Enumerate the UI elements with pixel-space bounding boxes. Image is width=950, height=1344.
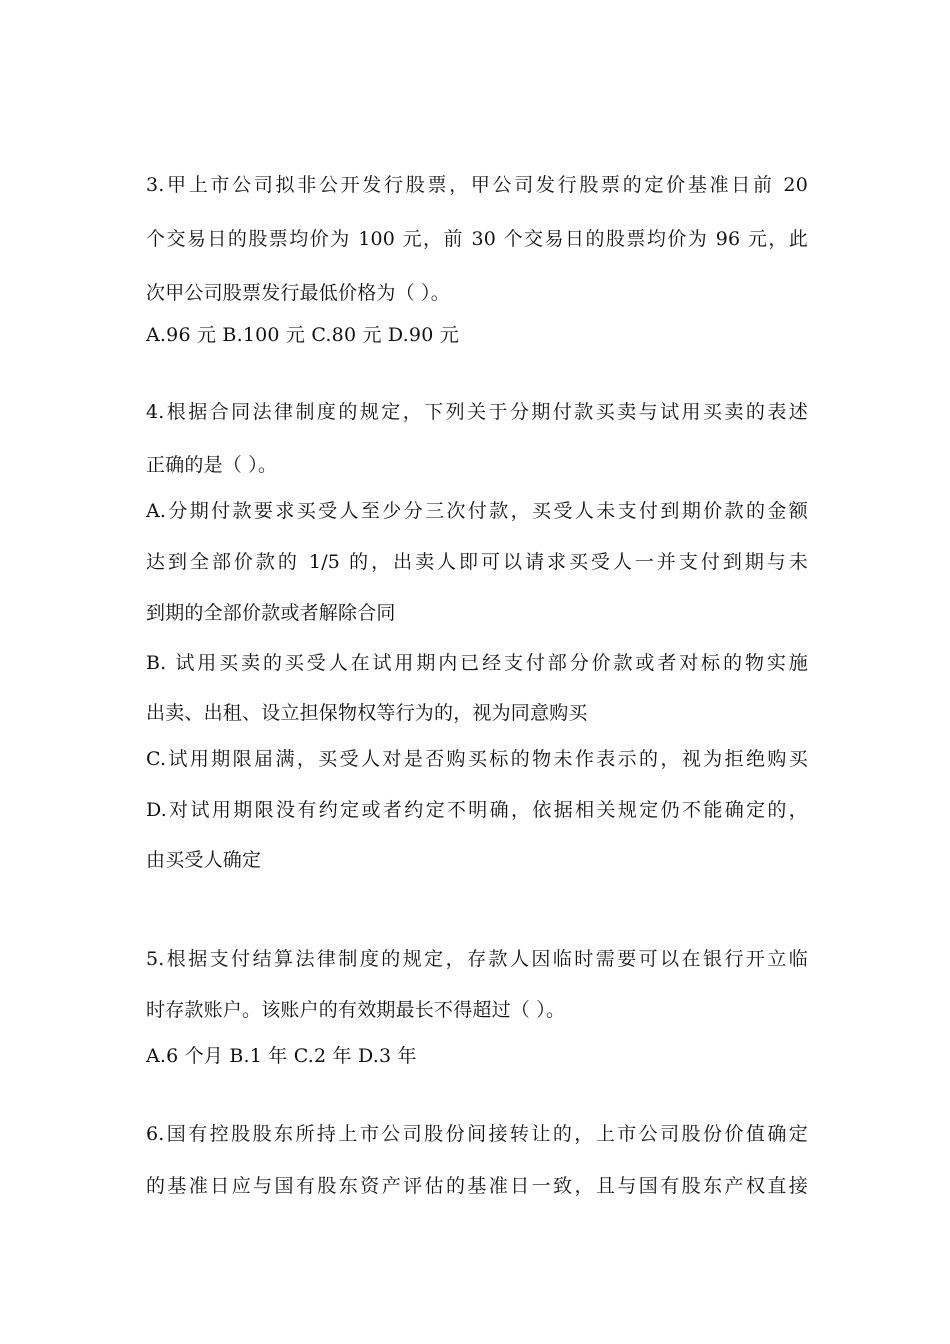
- question-5-line-1: 5.根据支付结算法律制度的规定，存款人因临时需要可以在银行开立临: [146, 948, 808, 970]
- question-5-line-2: 时存款账户。该账户的有效期最长不得超过（ ）。: [146, 999, 566, 1021]
- question-4-option-a-line-1: A.分期付款要求买受人至少分三次付款，买受人未支付到期价款的金额: [146, 500, 808, 522]
- question-4-option-c: C.试用期限届满，买受人对是否购买标的物未作表示的，视为拒绝购买: [146, 748, 808, 770]
- question-4-line-2: 正确的是（ ）。: [146, 454, 278, 476]
- question-4-option-b-line-2: 出卖、出租、设立担保物权等行为的，视为同意购买: [146, 702, 588, 724]
- question-4-option-b-line-1: B. 试用买卖的买受人在试用期内已经支付部分价款或者对标的物实施: [146, 652, 808, 674]
- question-3-options: A.96 元 B.100 元 C.80 元 D.90 元: [146, 324, 459, 346]
- question-3-line-2: 个交易日的股票均价为 100 元，前 30 个交易日的股票均价为 96 元，此: [146, 228, 808, 250]
- question-4-option-a-line-3: 到期的全部价款或者解除合同: [146, 602, 396, 624]
- question-4-line-1: 4.根据合同法律制度的规定，下列关于分期付款买卖与试用买卖的表述: [146, 401, 808, 423]
- question-6-line-1: 6.国有控股股东所持上市公司股份间接转让的，上市公司股份价值确定: [146, 1123, 808, 1145]
- question-4-option-a-line-2: 达到全部价款的 1/5 的，出卖人即可以请求买受人一并支付到期与未: [146, 551, 808, 573]
- question-6-line-2: 的基准日应与国有股东资产评估的基准日一致，且与国有股东产权直接: [146, 1175, 808, 1197]
- question-3-line-3: 次甲公司股票发行最低价格为（ ）。: [146, 282, 450, 304]
- question-4-option-d-line-2: 由买受人确定: [146, 849, 262, 871]
- question-5-options: A.6 个月 B.1 年 C.2 年 D.3 年: [146, 1045, 417, 1067]
- question-3-line-1: 3.甲上市公司拟非公开发行股票，甲公司发行股票的定价基准日前 20: [146, 174, 808, 196]
- question-4-option-d-line-1: D.对试用期限没有约定或者约定不明确，依据相关规定仍不能确定的，: [146, 799, 808, 821]
